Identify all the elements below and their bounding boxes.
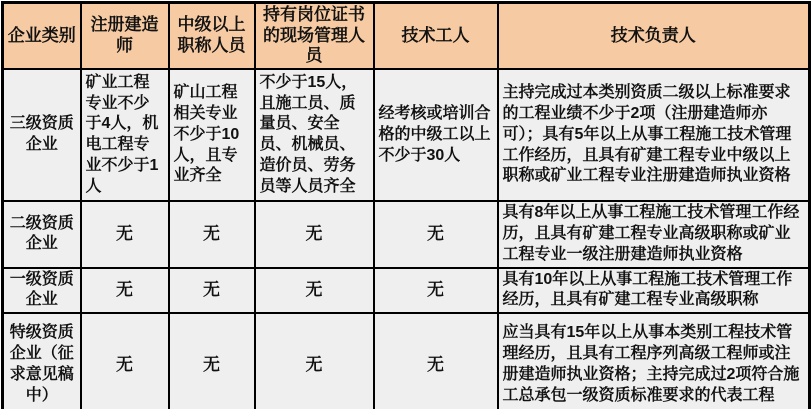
table-row-level1 (3, 268, 810, 314)
cell-mid-level-title-staff: 矿山工程相关专业不少于10人，且专业齐全 (169, 69, 255, 201)
cell-site-management-staff: 无 (255, 268, 374, 314)
cell-registered-constructor: 无 (81, 268, 169, 314)
column-header-technical-workers: 技术工人 (374, 3, 498, 70)
cell-mid-level-title-staff: 无 (169, 268, 255, 314)
table-row-level2 (3, 201, 810, 267)
column-header-site-management-staff: 持有岗位证书的现场管理人员 (255, 3, 374, 70)
cell-technical-workers: 无 (374, 313, 498, 409)
column-header-category: 企业类别 (3, 3, 81, 70)
category-cell: 二级资质企业 (3, 201, 81, 267)
category-cell: 特级资质企业（征求意见稿中） (3, 313, 81, 409)
cell-technical-workers: 无 (374, 201, 498, 267)
cell-registered-constructor: 矿业工程专业不少于4人，机电工程专业不少于1人 (81, 69, 169, 201)
column-header-registered-constructor: 注册建造师 (81, 3, 169, 70)
column-header-technical-director: 技术负责人 (498, 3, 810, 70)
cell-technical-director: 主持完成过本类别资质二级以上标准要求的工程业绩不少于2项（注册建造师亦可）；具有5年以上从事工程施工技术管理工作经历，且具有矿建工程专业中级以上职称或矿业工程专业注册建造师执业资格 (498, 69, 810, 201)
cell-site-management-staff: 不少于15人，且施工员、质量员、安全员、机械员、造价员、劳务员等人员齐全 (255, 69, 374, 201)
cell-registered-constructor: 无 (81, 201, 169, 267)
category-cell: 三级资质企业 (3, 69, 81, 201)
cell-mid-level-title-staff: 无 (169, 201, 255, 267)
cell-site-management-staff: 无 (255, 201, 374, 267)
cell-technical-director: 具有8年以上从事工程施工技术管理工作经历，且具有矿建工程专业高级职称或矿业工程专业一级注册建造师执业资格 (498, 201, 810, 267)
category-cell: 一级资质企业 (3, 268, 81, 314)
cell-technical-workers: 无 (374, 268, 498, 314)
cell-technical-director: 具有10年以上从事工程施工技术管理工作经历，且具有矿建工程专业高级职称 (498, 268, 810, 314)
table-row-special-grade (3, 313, 810, 409)
header-row (3, 3, 810, 70)
cell-site-management-staff: 无 (255, 313, 374, 409)
cell-technical-director: 应当具有15年以上从事本类别工程技术管理经历，且具有工程序列高级工程师或注册建造师执业资格；主持完成过2项符合施工总承包一级资质标准要求的代表工程 (498, 313, 810, 409)
cell-registered-constructor: 无 (81, 313, 169, 409)
cell-technical-workers: 经考核或培训合格的中级工以上不少于30人 (374, 69, 498, 201)
qualification-table (1, 1, 811, 409)
table-row-level3 (3, 69, 810, 201)
cell-mid-level-title-staff: 无 (169, 313, 255, 409)
column-header-mid-level-title-staff: 中级以上职称人员 (169, 3, 255, 70)
